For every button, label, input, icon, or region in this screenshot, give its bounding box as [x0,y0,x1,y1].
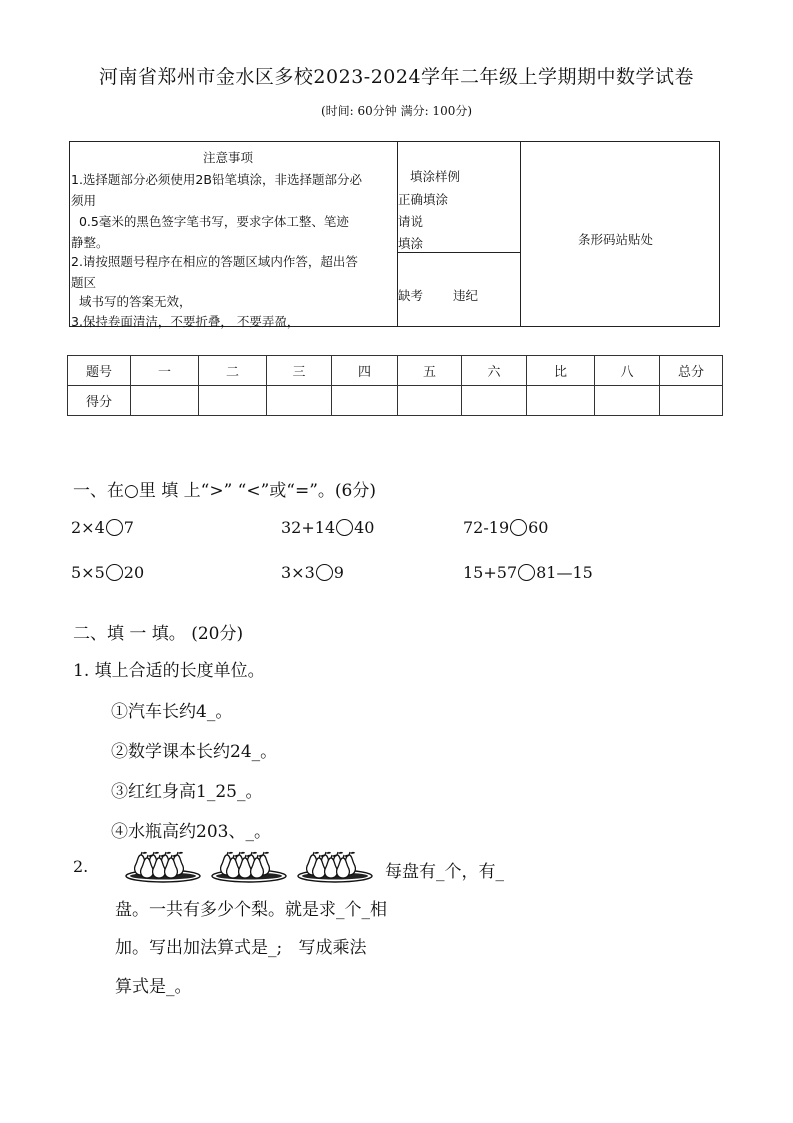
table-cell: 题号 [68,356,131,386]
compare-item: 32+14 40 [281,518,375,537]
question-1-item: ③红红身高1_25_。 [111,782,263,802]
score-cell[interactable] [398,386,462,416]
divider [398,252,520,253]
table-cell: 八 [595,356,660,386]
answer-circle[interactable] [336,519,353,536]
question-2-line: 加。写出加法算式是_; 写成乘法 [115,938,367,958]
table-cell: 六 [462,356,527,386]
sample-wrong: 请说 [398,214,424,229]
question-1-item: ②数学课本长约24_。 [111,742,278,762]
sample-correct: 正确填涂 [398,192,449,207]
answer-circle[interactable] [106,519,123,536]
score-cell[interactable] [131,386,199,416]
table-cell: 比 [527,356,595,386]
question-2-line: 盘。一共有多少个梨。就是求_个_相 [115,900,387,920]
notice-line: 题区 [71,275,97,290]
pear-plate [212,852,286,882]
table-row [68,356,723,386]
table-cell: 四 [332,356,398,386]
notice-line: 2.请按照题号程序在相应的答题区域内作答，超出答 [71,254,358,269]
score-cell[interactable] [595,386,660,416]
answer-circle[interactable] [316,564,333,581]
barcode-area: 条形码站贴处 [578,232,654,247]
pear-plate [126,852,200,882]
sample-fill: 填涂 [398,236,424,251]
score-cell[interactable] [332,386,398,416]
table-cell: 三 [267,356,332,386]
table-row [68,386,723,416]
score-cell[interactable] [527,386,595,416]
compare-item: 2×4 7 [71,518,134,537]
notice-box [69,141,720,327]
compare-item: 3×3 9 [281,563,344,582]
sample-column [397,142,521,326]
table-cell: 一 [131,356,199,386]
question-2-line: 算式是_。 [115,977,192,997]
violation-label: 违纪 [453,288,479,303]
notice-line: 域书写的答案无效， [71,294,192,309]
pear-plate [298,852,372,882]
notice-line: 静整。 [71,235,109,250]
question-2-line: 每盘有_个，有_ [385,862,504,882]
notice-line: 须用 [71,193,97,208]
notice-heading: 注意事项 [203,150,254,165]
answer-circle[interactable] [106,564,123,581]
compare-item: 5×5 20 [71,563,145,582]
answer-circle[interactable] [510,519,527,536]
compare-item: 72-19 60 [463,518,549,537]
notice-line: 3.保持卷面清洁，不要折叠， 不要弄盈， [71,314,300,329]
question-1-item: ④水瓶高约203、_。 [111,822,271,842]
table-cell: 五 [398,356,462,386]
question-2-number: 2. [73,857,89,876]
score-cell[interactable] [199,386,267,416]
section-2-title: 二、填 一 填。 (20分) [73,624,244,644]
notice-line: 0.5毫米的黑色签字笔书写，要求字体工整、笔迹 [71,214,349,229]
question-1-stem: 1. 填上合适的长度单位。 [73,661,265,681]
page-title: 河南省郑州市金水区多校2023-2024学年二年级上学期期中数学试卷 [98,66,695,88]
notice-line: 1.选择题部分必须使用2B铅笔填涂，非选择题部分必 [71,172,362,187]
sample-label: 填涂样例 [410,169,461,184]
table-cell: 总分 [660,356,723,386]
score-table [67,355,723,416]
section-1-title: 一、在○里 填 上“>” “<”或“=”。(6分) [73,481,377,501]
question-1-item: ①汽车长约4_。 [111,702,233,722]
score-cell[interactable] [267,386,332,416]
absent-label: 缺考 [398,288,424,303]
compare-item: 15+57 81—15 [463,563,593,582]
score-cell[interactable] [462,386,527,416]
score-cell[interactable] [660,386,723,416]
page-subtitle: (时间: 60分钟 满分: 100分) [320,104,473,118]
table-cell: 得分 [68,386,131,416]
table-cell: 二 [199,356,267,386]
answer-circle[interactable] [518,564,535,581]
pear-plates-image [125,848,375,886]
